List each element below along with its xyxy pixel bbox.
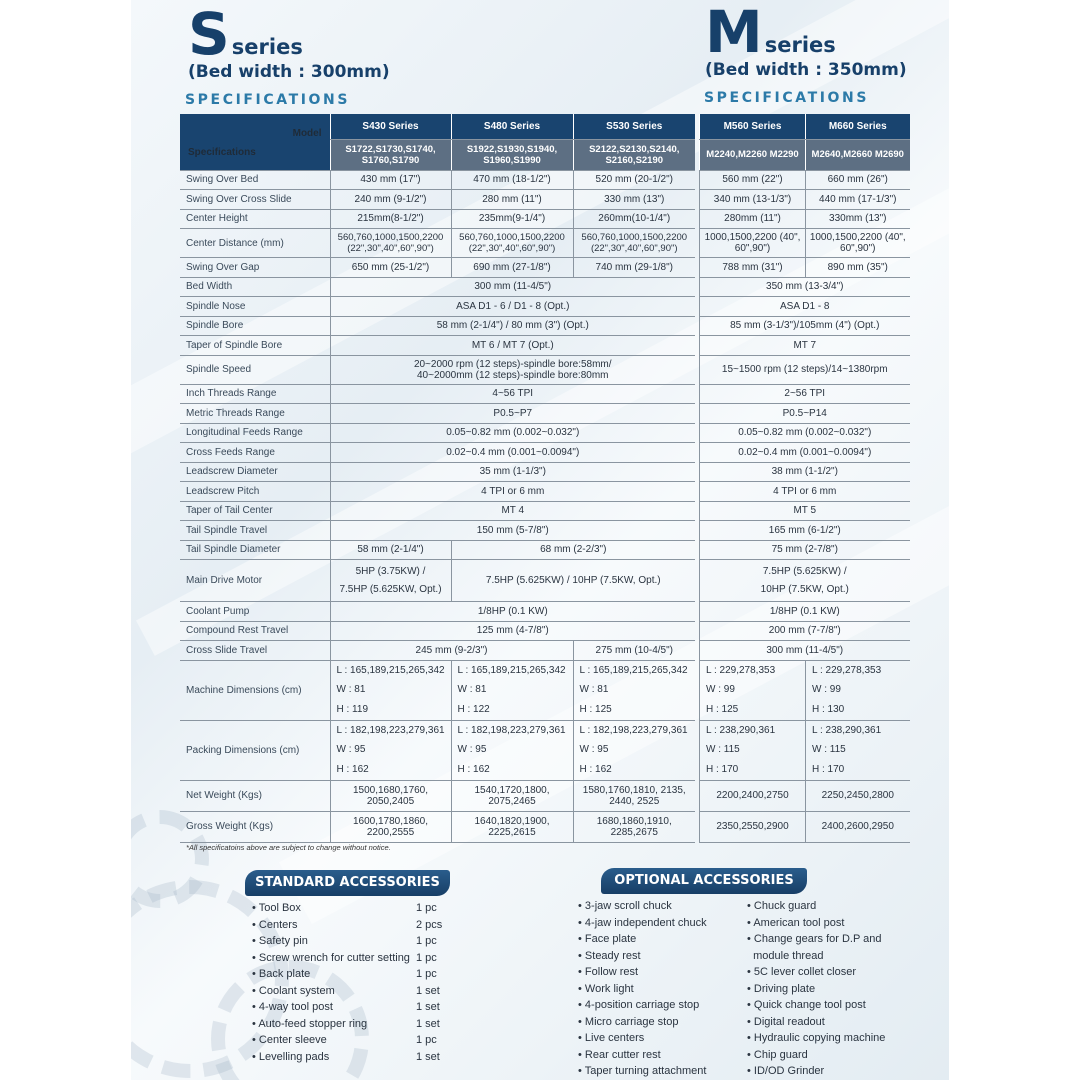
dimension-cell [700,720,806,780]
spec-cell: 165 mm (6-1/2") [700,521,910,541]
list-item: • American tool post [747,916,845,929]
list-item: • Micro carriage stop [578,1015,679,1028]
dim-line: H : 170 [706,763,739,775]
spec-cell: 35 mm (1-1/3") [330,462,695,482]
spec-cell: 560,760,1000,1500,2200 (22",30",40",60",90") [573,229,695,258]
spec-cell: ASA D1 - 8 [700,297,910,317]
dim-line: L : 165,189,215,265,342 [579,664,688,676]
spec-cell: 15~1500 rpm (12 steps)/14~1380rpm [700,355,910,384]
dim-line: L : 182,198,223,279,361 [457,724,566,736]
list-item: • Screw wrench for cutter setting 1 pc [252,950,482,967]
list-item: • 4-position carriage stop [578,999,700,1011]
spec-cell: 0.02~0.4 mm (0.001~0.0094") [330,443,695,463]
spec-cell: MT 4 [330,501,695,521]
accessory-name: Work light [584,982,634,995]
spec-cell: 740 mm (29-1/8") [573,258,695,278]
model-header: S530 Series [573,114,695,139]
accessory-name: Driving plate [753,982,816,995]
spec-label: Bed Width [180,277,330,297]
dim-line: W : 81 [579,684,609,695]
dim-line: L : 182,198,223,279,361 [579,724,688,736]
spec-label: Leadscrew Pitch [180,482,330,502]
spec-label: Center Distance (mm) [180,229,330,258]
optional-accessories-col2 [747,898,917,1080]
spec-label: Net Weight (Kgs) [180,780,330,811]
spec-cell: 85 mm (3-1/3")/105mm (4") (Opt.) [700,316,910,336]
spec-label: Compound Rest Travel [180,621,330,641]
accessory-qty: 1 set [416,1001,440,1013]
accessory-qty: 1 pc [416,951,437,964]
dim-line: W : 95 [457,744,487,755]
list-item: • Coolant system 1 set [252,983,482,1000]
dim-line: L : 229,278,353 [812,664,882,676]
dim-line: H : 162 [336,763,369,775]
spec-cell: 38 mm (1-1/2") [700,462,910,482]
dim-line: H : 125 [706,703,739,715]
accessory-name: Safety pin [258,935,308,947]
dim-line: W : 95 [579,744,609,755]
spec-cell: 2200,2400,2750 [700,780,806,811]
spec-label: Metric Threads Range [180,404,330,424]
spec-cell: 1540,1720,1800, 2075,2465 [451,780,573,811]
spec-cell: 260mm(10-1/4") [573,209,695,229]
list-item: • Steady rest [578,949,641,962]
spindle-speed-line: 40~2000mm (12 steps)-spindle bore:80mm [417,369,609,381]
list-item: • Face plate [578,933,637,945]
accessory-name: Digital readout [753,1015,825,1028]
accessory-name: Quick change tool post [753,999,866,1011]
list-item: • Levelling pads 1 set [252,1049,482,1066]
accessory-name: Center sleeve [258,1034,327,1046]
spec-cell: 1/8HP (0.1 KW) [700,602,910,622]
accessory-name: Follow rest [584,966,639,978]
motor-line: 5HP (3.75KW) / [355,565,426,577]
list-item: • 4-way tool post 1 set [252,999,482,1016]
accessory-name: Rear cutter rest [584,1048,661,1061]
s-series-spec-table [180,114,695,843]
accessory-name: Change gears for D.P and [753,933,882,945]
model-codes: S2122,S2130,S2140, S2160,S2190 [573,139,695,170]
accessory-name: Centers [258,918,298,931]
accessory-qty: 1 set [416,1017,440,1030]
accessory-name: Taper turning attachment [584,1065,707,1077]
list-item: • 3-jaw scroll chuck [578,900,672,912]
optional-accessories-title: OPTIONAL ACCESSORIES [601,868,807,894]
list-item: • Safety pin 1 pc [252,933,482,950]
accessory-qty: 1 pc [416,1034,437,1046]
spec-cell: 340 mm (13-1/3") [700,190,806,210]
list-item: • Work light [578,982,634,995]
spec-cell: 430 mm (17") [330,170,451,190]
accessory-name: 3-jaw scroll chuck [584,900,672,912]
accessory-name: Steady rest [584,949,641,962]
list-item: • Change gears for D.P and [747,933,882,945]
list-item: • Rear cutter rest [578,1048,661,1061]
spec-cell: 1000,1500,2200 (40", 60",90") [700,229,806,258]
spec-label: Gross Weight (Kgs) [180,811,330,842]
spec-cell: 2350,2550,2900 [700,811,806,842]
dimension-cell [451,660,573,720]
accessory-qty: 1 pc [416,968,437,980]
spec-cell: 1640,1820,1900, 2225,2615 [451,811,573,842]
spec-cell: 560 mm (22") [700,170,806,190]
spec-cell: 0.02~0.4 mm (0.001~0.0094") [700,443,910,463]
spec-cell: 2250,2450,2800 [806,780,910,811]
spec-cell: 4~56 TPI [330,384,695,404]
spec-cell: 1600,1780,1860, 2200,2555 [330,811,451,842]
dim-line: L : 165,189,215,265,342 [457,664,566,676]
dimension-cell [573,660,695,720]
spec-cell: 300 mm (11-4/5") [700,641,910,661]
dimension-cell [806,660,910,720]
dim-line: W : 115 [706,744,740,755]
list-item: • 4-jaw independent chuck [578,916,707,929]
spec-label: Tail Spindle Diameter [180,540,330,560]
spec-cell: 275 mm (10-4/5") [573,641,695,661]
list-item: • 5C lever collet closer [747,966,857,978]
accessory-qty: 1 pc [416,902,437,914]
dim-line: W : 95 [336,744,366,755]
spec-label: Coolant Pump [180,602,330,622]
dim-line: W : 99 [706,684,735,695]
accessory-name: Face plate [584,933,637,945]
dimension-cell [700,660,806,720]
m-series-header [705,0,907,80]
spec-cell: 890 mm (35") [806,258,910,278]
spec-cell: MT 7 [700,336,910,356]
accessory-name: Levelling pads [258,1050,330,1063]
dim-line: H : 125 [579,703,612,715]
spec-cell: 0.05~0.82 mm (0.002~0.032") [330,423,695,443]
spec-cell: 330mm (13") [806,209,910,229]
spec-cell: 350 mm (13-3/4") [700,277,910,297]
spec-cell: 235mm(9-1/4") [451,209,573,229]
spec-label: Tail Spindle Travel [180,521,330,541]
spec-cell: 245 mm (9-2/3") [330,641,573,661]
spec-cell: 58 mm (2-1/4") / 80 mm (3") (Opt.) [330,316,695,336]
dim-line: H : 122 [457,703,490,715]
accessory-name: Coolant system [258,984,335,997]
accessory-qty: 2 pcs [416,918,443,931]
accessory-qty: 1 set [416,1050,440,1063]
list-item: • Center sleeve 1 pc [252,1032,482,1049]
list-item [747,948,917,965]
model-header: M660 Series [806,114,910,139]
s-series-word: series [231,35,303,59]
spec-cell: 690 mm (27-1/8") [451,258,573,278]
spec-cell: 215mm(8-1/2") [330,209,451,229]
spec-cell: 75 mm (2-7/8") [700,540,910,560]
motor-line: 10HP (7.5KW, Opt.) [760,583,849,595]
list-item: • Hydraulic copying machine [747,1032,886,1044]
spec-cell: MT 5 [700,501,910,521]
model-codes: S1922,S1930,S1940, S1960,S1990 [451,139,573,170]
accessory-name: Tool Box [258,902,301,914]
spec-label: Machine Dimensions (cm) [180,660,330,720]
spec-cell: 150 mm (5-7/8") [330,521,695,541]
dimension-cell [330,660,451,720]
accessory-name: 4-way tool post [258,1001,333,1013]
model-header: M560 Series [700,114,806,139]
spec-label: Spindle Bore [180,316,330,336]
spec-label: Longitudinal Feeds Range [180,423,330,443]
model-codes: S1722,S1730,S1740, S1760,S1790 [330,139,451,170]
spec-label: Cross Feeds Range [180,443,330,463]
spec-label: Swing Over Cross Slide [180,190,330,210]
accessory-name: Chip guard [753,1048,808,1061]
dimension-cell [806,720,910,780]
dim-line: W : 81 [336,684,366,695]
spec-cell: 1000,1500,2200 (40", 60",90") [806,229,910,258]
spec-cell: ASA D1 - 6 / D1 - 8 (Opt.) [330,297,695,317]
spec-cell: 4 TPI or 6 mm [330,482,695,502]
model-header: S430 Series [330,114,451,139]
accessory-name: Live centers [584,1032,645,1044]
spec-cell: 68 mm (2-2/3") [451,540,695,560]
model-codes: M2240,M2260 M2290 [700,139,806,170]
m-specifications-heading: SPECIFICATIONS [704,90,870,106]
s-specifications-heading: SPECIFICATIONS [185,92,351,108]
list-item: • ID/OD Grinder [747,1065,825,1077]
accessory-name: 4-position carriage stop [584,999,700,1011]
list-item: • Tool Box 1 pc [252,900,482,917]
dim-line: L : 182,198,223,279,361 [336,724,445,736]
spec-cell: 520 mm (20-1/2") [573,170,695,190]
list-item: • Quick change tool post [747,999,866,1011]
spec-cell: 200 mm (7-7/8") [700,621,910,641]
spec-label: Taper of Tail Center [180,501,330,521]
spec-cell: P0.5~P7 [330,404,695,424]
list-item: • Auto-feed stopper ring 1 set [252,1016,482,1033]
spec-cell: 1580,1760,1810, 2135, 2440, 2525 [573,780,695,811]
spec-cell: 440 mm (17-1/3") [806,190,910,210]
list-item: • Taper turning attachment [578,1065,707,1077]
accessory-name: Screw wrench for cutter setting [258,951,410,964]
spec-label: Swing Over Bed [180,170,330,190]
corner-specifications: Specifications [188,147,256,158]
s-series-header [188,0,390,82]
spec-label: Cross Slide Travel [180,641,330,661]
model-codes: M2640,M2660 M2690 [806,139,910,170]
dim-line: W : 81 [457,684,487,695]
spec-label: Main Drive Motor [180,560,330,602]
accessory-name: 5C lever collet closer [753,966,857,978]
spec-cell: 650 mm (25-1/2") [330,258,451,278]
spec-cell: 470 mm (18-1/2") [451,170,573,190]
dimension-cell [573,720,695,780]
list-item: • Chip guard [747,1048,808,1061]
dim-line: L : 229,278,353 [706,664,776,676]
spec-cell: 300 mm (11-4/5") [330,277,695,297]
spec-cell: 660 mm (26") [806,170,910,190]
spec-label: Taper of Spindle Bore [180,336,330,356]
spec-cell: 2~56 TPI [700,384,910,404]
spec-cell: P0.5~P14 [700,404,910,424]
dimension-cell [451,720,573,780]
dim-line: H : 170 [812,763,845,775]
motor-line: 7.5HP (5.625KW, Opt.) [339,583,442,595]
accessory-name: module thread [753,949,824,962]
spec-cell: 1/8HP (0.1 KW) [330,602,695,622]
s-bed-width: (Bed width : 300mm) [188,62,390,82]
accessory-qty: 1 set [416,984,440,997]
accessory-name: Back plate [258,968,311,980]
dimension-cell [330,720,451,780]
spec-label: Leadscrew Diameter [180,462,330,482]
list-item: • Live centers [578,1032,645,1044]
m-bed-width: (Bed width : 350mm) [705,60,907,80]
list-item: • Digital readout [747,1015,825,1028]
accessory-name: American tool post [753,916,845,929]
list-item: • Follow rest [578,966,639,978]
spec-cell: 125 mm (4-7/8") [330,621,695,641]
dim-line: H : 162 [457,763,490,775]
spec-cell: 280mm (11") [700,209,806,229]
accessory-name: Auto-feed stopper ring [258,1017,368,1030]
dim-line: H : 162 [579,763,612,775]
spec-cell: 330 mm (13") [573,190,695,210]
corner-model: Model [292,128,322,139]
spec-label: Packing Dimensions (cm) [180,720,330,780]
spec-cell: 7.5HP (5.625KW) / 10HP (7.5KW, Opt.) [451,560,695,602]
dim-line: L : 238,290,361 [706,724,776,736]
list-item: • Centers 2 pcs [252,917,482,934]
list-item: • Driving plate [747,982,816,995]
accessory-name: Micro carriage stop [584,1015,679,1028]
disclaimer-note: *All specificatoins above are subject to change without notice. [186,843,391,852]
dim-line: H : 119 [336,703,368,715]
spec-cell: 1680,1860,1910, 2285,2675 [573,811,695,842]
m-series-word: series [764,33,836,57]
spec-cell: 0.05~0.82 mm (0.002~0.032") [700,423,910,443]
optional-accessories-col1 [578,898,743,1080]
standard-accessories-title: STANDARD ACCESSORIES [245,870,450,896]
list-item: • Chuck guard [747,900,817,912]
spec-cell [330,560,451,602]
spindle-speed-line: 20~2000 rpm (12 steps)-spindle bore:58mm/ [413,358,612,370]
dim-line: H : 130 [812,703,845,715]
m-series-letter: M [705,0,763,66]
dim-line: L : 165,189,215,265,342 [336,664,445,676]
accessory-qty: 1 pc [416,935,437,947]
m-series-spec-table [699,114,910,843]
spec-label: Spindle Nose [180,297,330,317]
dim-line: L : 238,290,361 [812,724,882,736]
spec-cell: 280 mm (11") [451,190,573,210]
list-item: • Back plate 1 pc [252,966,482,983]
model-header: S480 Series [451,114,573,139]
spec-label: Center Height [180,209,330,229]
spec-cell: 1500,1680,1760, 2050,2405 [330,780,451,811]
dim-line: W : 99 [812,684,841,695]
spec-cell: 58 mm (2-1/4") [330,540,451,560]
spec-cell: MT 6 / MT 7 (Opt.) [330,336,695,356]
accessory-name: ID/OD Grinder [753,1065,825,1077]
accessory-name: 4-jaw independent chuck [584,916,707,929]
s-series-letter: S [188,0,230,68]
spec-label: Inch Threads Range [180,384,330,404]
motor-line: 7.5HP (5.625KW) / [762,565,847,577]
spec-cell: 560,760,1000,1500,2200 (22",30",40",60",90") [330,229,451,258]
spec-label: Spindle Speed [180,355,330,384]
spec-cell: 240 mm (9-1/2") [330,190,451,210]
accessory-name: Chuck guard [753,900,817,912]
spec-cell: 560,760,1000,1500,2200 (22",30",40",60",90") [451,229,573,258]
spec-cell: 788 mm (31") [700,258,806,278]
dim-line: W : 115 [812,744,846,755]
spec-cell [700,560,910,602]
standard-accessories-list [252,900,482,1065]
spec-cell [330,355,695,384]
spec-cell: 4 TPI or 6 mm [700,482,910,502]
spec-cell: 2400,2600,2950 [806,811,910,842]
spec-label: Swing Over Gap [180,258,330,278]
accessory-name: Hydraulic copying machine [753,1032,886,1044]
